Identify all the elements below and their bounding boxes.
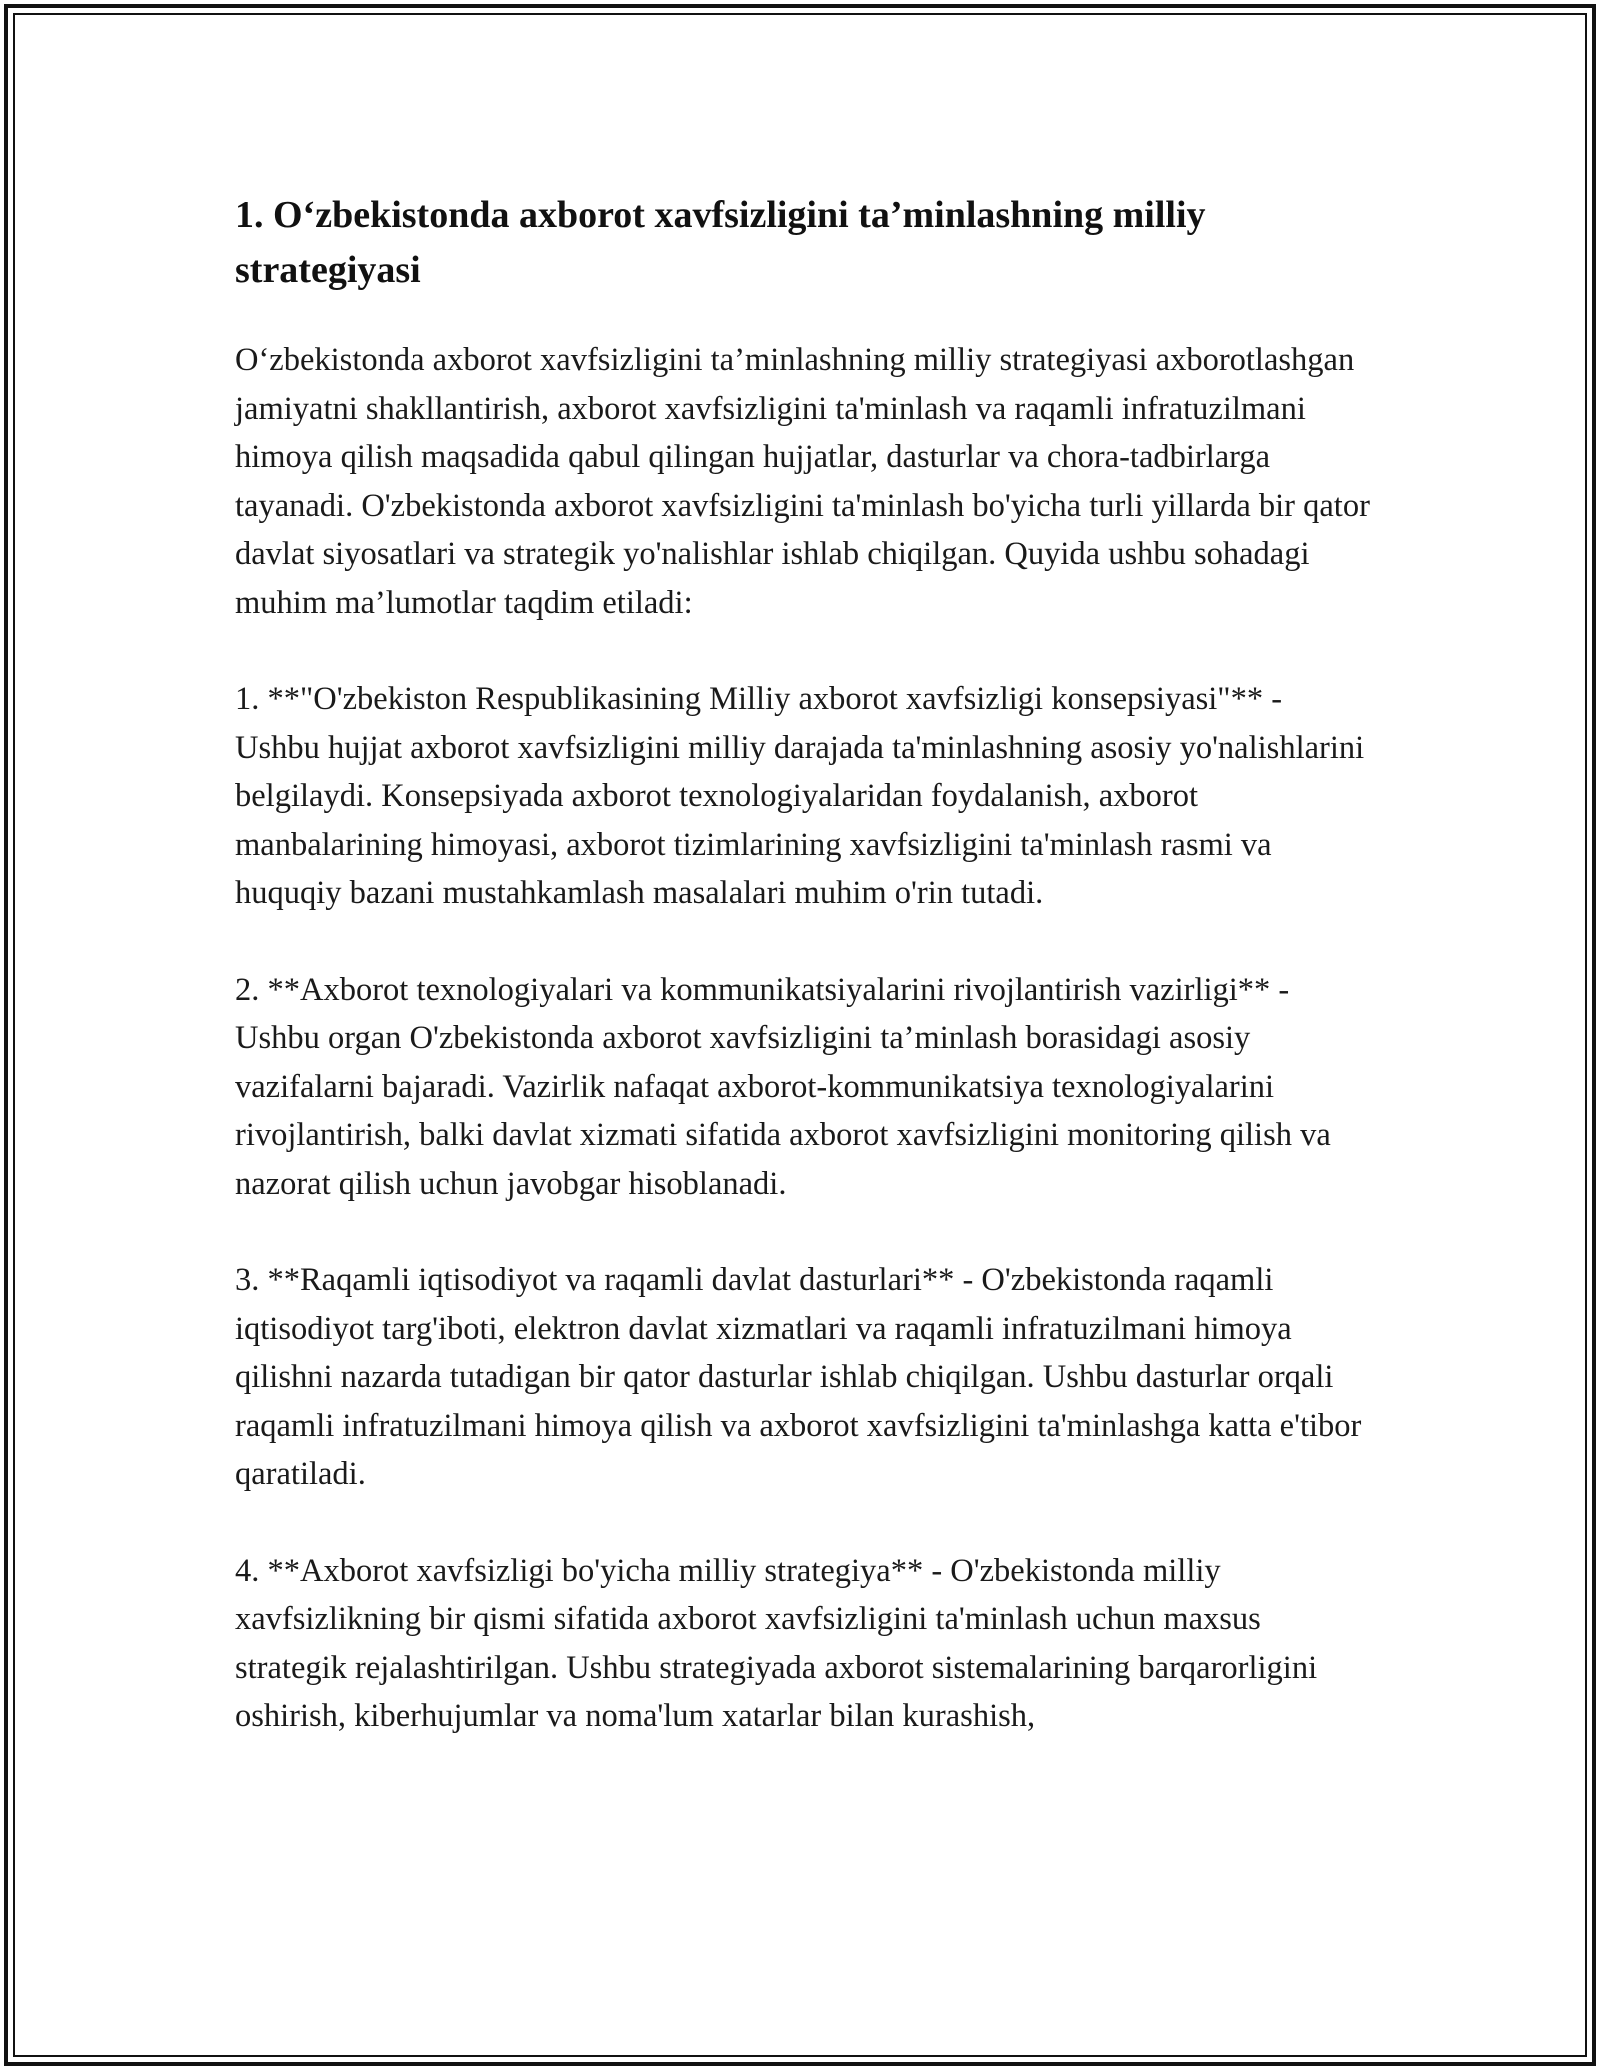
list-item-digital-programs: 3. **Raqamli iqtisodiyot va raqamli davlat dasturlari** - O'zbekistonda raqamli iqtisodiyot targ'iboti, elektron davlat xizmatlari va raqamli infratuzilmani himoya qilishni nazarda tutadigan bir qator dasturlar ishlab chiqilgan. Ushbu dasturlar orqali raqamli infratuzilmani himoya qilish va axborot xavfsizligini ta'minlashga katta e'tibor qaratiladi. (235, 1262, 1362, 1492)
list-item-ministry: 2. **Axborot texnologiyalari va kommunikatsiyalarini rivojlantirish vazirligi** - Ushbu organ O'zbekistonda axborot xavfsizligini ta’minlash borasidagi asosiy vazifalarni bajaradi. Vazirlik nafaqat axborot-kommunikatsiya texnologiyalarini rivojlantirish, balki davlat xizmati sifatida axborot xavfsizligini monitoring qilish va nazorat qilish uchun javobgar hisoblanadi. (235, 971, 1331, 1202)
section-heading: 1. O‘zbekistonda axborot xavfsizligini ta’minlashning milliy strategiyasi (235, 194, 1206, 291)
document-page (235, 188, 1370, 1789)
intro-paragraph: O‘zbekistonda axborot xavfsizligini ta’minlashning milliy strategiyasi axborotlashgan jamiyatni shakllantirish, axborot xavfsizligini ta'minlash va raqamli infratuzilmani himoya qilish maqsadida qabul qilingan hujjatlar, dasturlar va chora-tadbirlarga tayanadi. O'zbekistonda axborot xavfsizligini ta'minlash bo'yicha turli yillarda bir qator davlat siyosatlari va strategik yo'nalishlar ishlab chiqilgan. Quyida ushbu sohadagi muhim ma’lumotlar taqdim etiladi: (235, 342, 1370, 621)
list-item-concept: 1. **"O'zbekiston Respublikasining Milliy axborot xavfsizligi konsepsiyasi"** - Ushbu hujjat axborot xavfsizligini milliy darajada ta'minlashning asosiy yo'nalishlarini belgilaydi. Konsepsiyada axborot texnologiyalaridan foydalanish, axborot manbalarining himoyasi, axborot tizimlarining xavfsizligini ta'minlash rasmi va huquqiy bazani mustahkamlash masalalari muhim o'rin tutadi. (235, 681, 1365, 911)
list-item-national-strategy: 4. **Axborot xavfsizligi bo'yicha milliy strategiya** - O'zbekistonda milliy xavfsizlikning bir qismi sifatida axborot xavfsizligini ta'minlash uchun maxsus strategik rejalashtirilgan. Ushbu strategiyada axborot sistemalarining barqarorligini oshirish, kiberhujumlar va noma'lum xatarlar bilan kurashish, (235, 1552, 1318, 1734)
